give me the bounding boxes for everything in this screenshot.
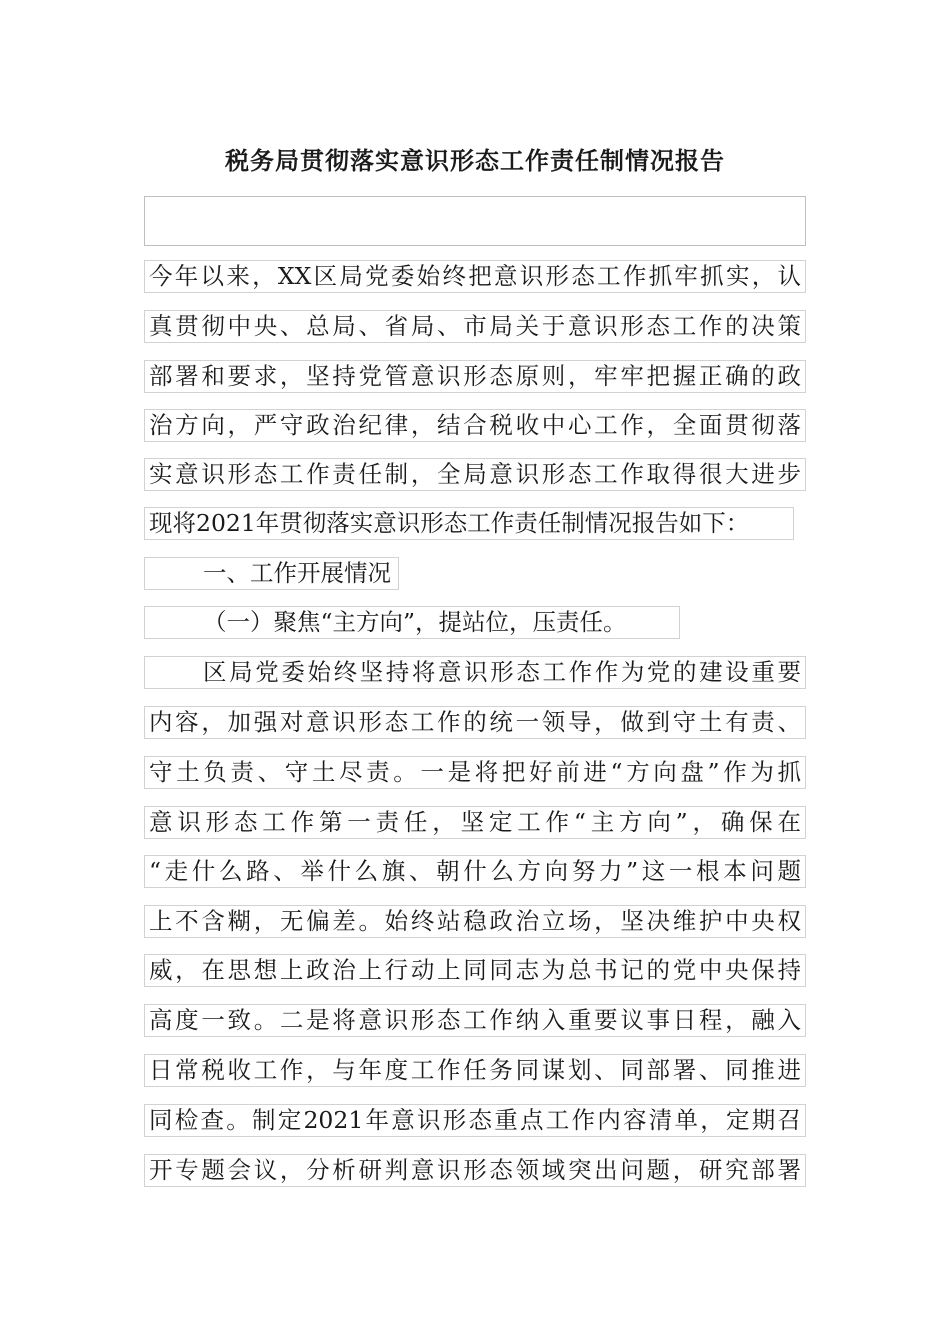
- body-line: 高度一致。二是将意识形态工作纳入重要议事日程，融入: [144, 1004, 806, 1037]
- body-line: 日常税收工作，与年度工作任务同谋划、同部署、同推进: [144, 1054, 806, 1087]
- body-line: 开专题会议，分析研判意识形态领域突出问题，研究部署: [144, 1154, 806, 1187]
- body-line: 守土负责、守土尽责。一是将把好前进“方向盘”作为抓: [144, 756, 806, 789]
- document-title: 税务局贯彻落实意识形态工作责任制情况报告: [225, 146, 725, 175]
- section-heading: 一、工作开展情况: [144, 557, 399, 590]
- body-line: 内容，加强对意识形态工作的统一领导，做到守土有责、: [144, 706, 806, 739]
- body-line: 区局党委始终坚持将意识形态工作作为党的建设重要: [144, 656, 806, 689]
- blank-text-box: [144, 196, 806, 246]
- body-line: 上不含糊，无偏差。始终站稳政治立场，坚决维护中央权: [144, 905, 806, 938]
- intro-line: 实意识形态工作责任制，全局意识形态工作取得很大进步: [144, 458, 806, 491]
- body-line: 威，在思想上政治上行动上同同志为总书记的党中央保持: [144, 954, 806, 987]
- intro-line: 真贯彻中央、总局、省局、市局关于意识形态工作的决策: [144, 310, 806, 343]
- body-line: “走什么路、举什么旗、朝什么方向努力”这一根本问题: [144, 855, 806, 888]
- body-line: 意识形态工作第一责任，坚定工作“主方向”，确保在: [144, 806, 806, 839]
- intro-line-last: 现将2021年贯彻落实意识形态工作责任制情况报告如下：: [144, 507, 794, 540]
- subsection-heading: （一）聚焦“主方向”，提站位，压责任。: [144, 606, 680, 639]
- intro-line: 治方向，严守政治纪律，结合税收中心工作，全面贯彻落: [144, 409, 806, 442]
- intro-line: 部署和要求，坚持党管意识形态原则，牢牢把握正确的政: [144, 360, 806, 393]
- body-line: 同检查。制定2021年意识形态重点工作内容清单，定期召: [144, 1104, 806, 1137]
- intro-line: 今年以来，XX区局党委始终把意识形态工作抓牢抓实，认: [144, 260, 806, 293]
